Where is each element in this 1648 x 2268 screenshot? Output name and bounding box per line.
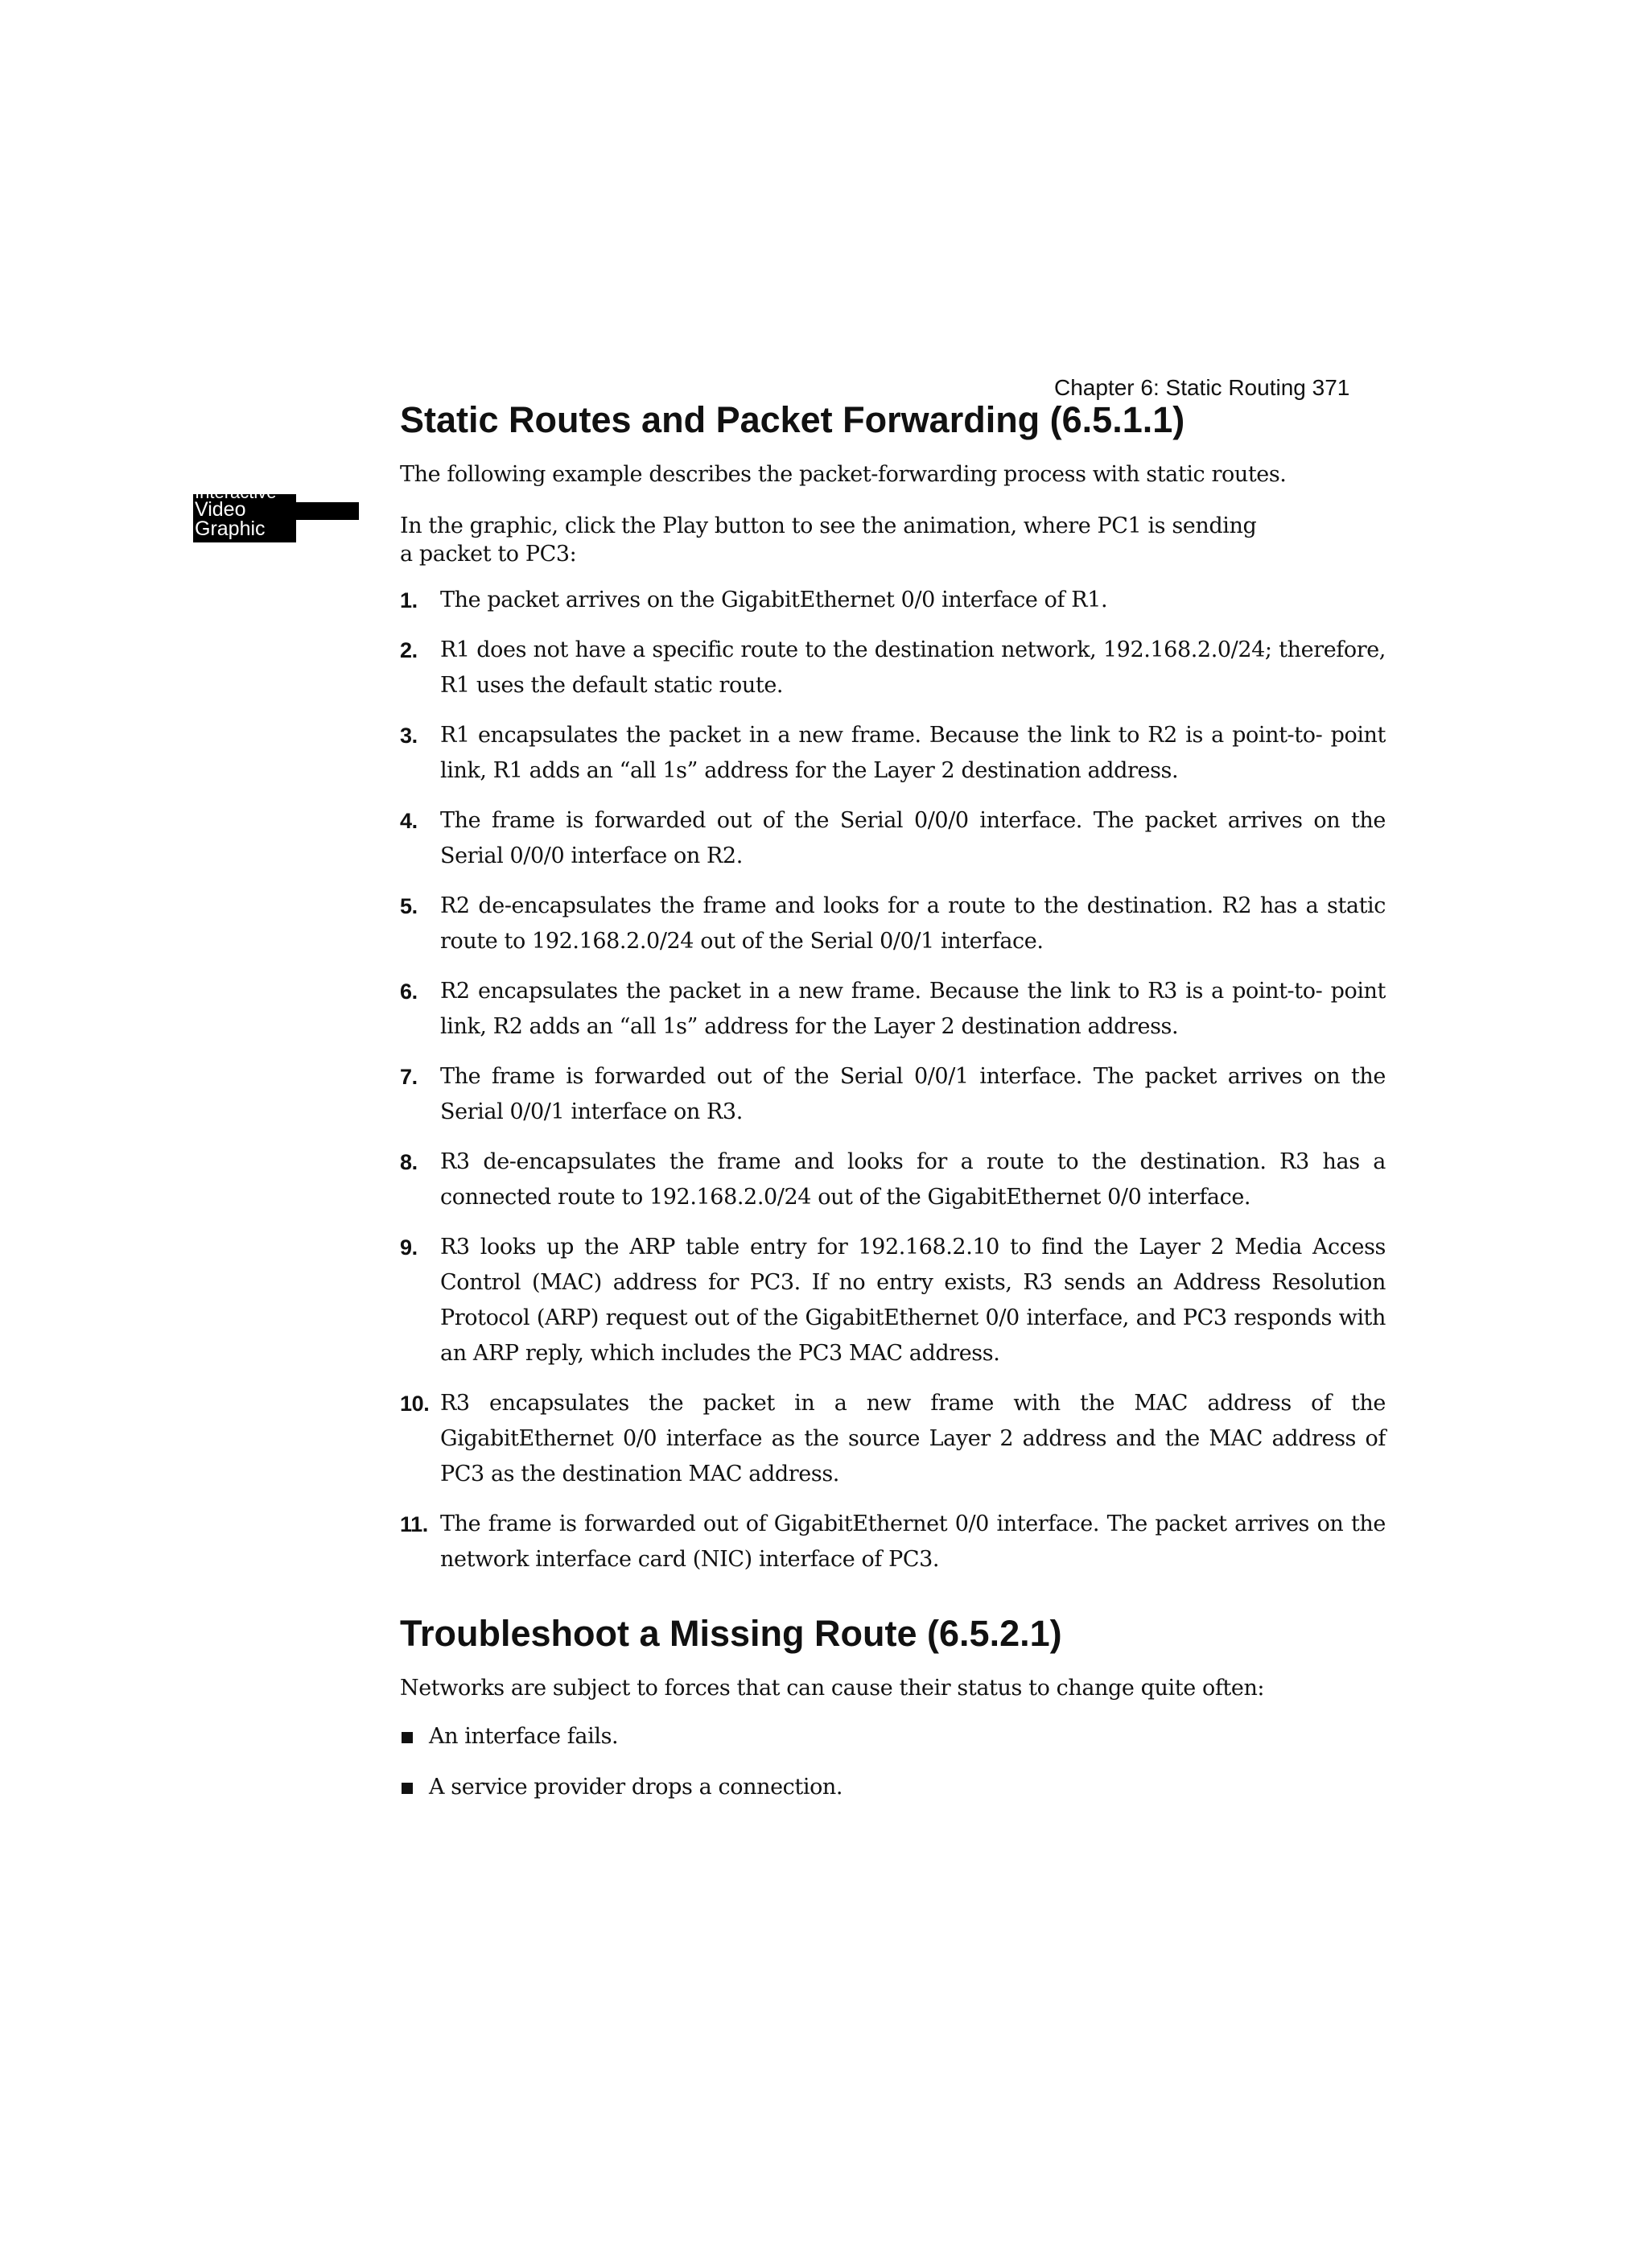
main-content xyxy=(400,398,1386,1825)
list-item xyxy=(400,889,1386,959)
step-number: 10. xyxy=(400,1392,430,1416)
step-text: The frame is forwarded out of the Serial 0/0/0 interface. The packet arrives on the Serial 0/0/0 interface on R2. xyxy=(440,808,1386,868)
icon-top-text: Interactive xyxy=(195,482,277,502)
list-item xyxy=(400,633,1386,703)
step-text: R2 encapsulates the packet in a new frame. Because the link to R3 is a point-to- point link, R2 adds an “all 1s” address for the Layer 2 destination address. xyxy=(440,979,1386,1039)
icon-label-line1: Video xyxy=(195,498,246,521)
step-number: 7. xyxy=(400,1065,418,1089)
section-title-2: Troubleshoot a Missing Route (6.5.2.1) xyxy=(400,1613,1062,1654)
step-number: 6. xyxy=(400,979,418,1004)
step-text: R3 encapsulates the packet in a new frame with the MAC address of the GigabitEthernet 0/0 interface as the source Layer 2 address and the MAC address of PC3 as the destination MAC address. xyxy=(440,1391,1386,1487)
section-title: Static Routes and Packet Forwarding (6.5.1.1) xyxy=(400,399,1185,440)
list-item xyxy=(400,1144,1386,1215)
list-item xyxy=(400,1230,1386,1371)
bullet-text: A service provider drops a connection. xyxy=(429,1775,843,1800)
interactive-graphic-icon[interactable] xyxy=(193,482,359,542)
section2-intro: Networks are subject to forces that can cause their status to change quite often: xyxy=(400,1676,1265,1701)
list-item xyxy=(400,1774,1386,1801)
step-number: 9. xyxy=(400,1235,418,1260)
list-item xyxy=(400,1723,1386,1750)
icon-label-line2: Graphic xyxy=(195,518,266,540)
step-number: 8. xyxy=(400,1150,418,1174)
step-text: R3 de-encapsulates the frame and looks for a route to the destination. R3 has a connected route to 192.168.2.0/24 out of the GigabitEthernet 0/0 interface. xyxy=(440,1149,1386,1210)
step-number: 4. xyxy=(400,809,418,833)
steps-list xyxy=(400,583,1386,1577)
section-intro: The following example describes the packet-forwarding process with static routes. xyxy=(400,462,1287,487)
step-number: 3. xyxy=(400,724,418,748)
list-item xyxy=(400,1386,1386,1492)
bullet-list xyxy=(400,1723,1386,1801)
square-bullet-icon xyxy=(402,1783,413,1794)
step-text: R3 looks up the ARP table entry for 192.168.2.10 to find the Layer 2 Media Access Control (MAC) address for PC3. If no entry exists, R3 sends an Address Resolution Protocol (ARP) request out of the GigabitEthernet 0/0 interface, and PC3 responds with an ARP reply, which includes the PC3 MAC address. xyxy=(440,1235,1386,1366)
step-text: The frame is forwarded out of the Serial 0/0/1 interface. The packet arrives on the Serial 0/0/1 interface on R3. xyxy=(440,1064,1386,1124)
list-item xyxy=(400,974,1386,1045)
list-item xyxy=(400,803,1386,874)
list-item xyxy=(400,718,1386,789)
list-item xyxy=(400,1059,1386,1130)
step-number: 5. xyxy=(400,894,418,918)
icon-label xyxy=(193,482,296,542)
list-item xyxy=(400,583,1386,618)
step-text: R2 de-encapsulates the frame and looks for a route to the destination. R2 has a static route to 192.168.2.0/24 out of the Serial 0/0/1 interface. xyxy=(440,893,1386,954)
square-bullet-icon xyxy=(402,1732,413,1743)
step-number: 11. xyxy=(400,1512,428,1536)
bullet-text: An interface fails. xyxy=(429,1724,619,1749)
step-text: R1 encapsulates the packet in a new frame. Because the link to R2 is a point-to- point link, R1 adds an “all 1s” address for the Layer 2 destination address. xyxy=(440,723,1386,783)
instruction-paragraph: In the graphic, click the Play button to see the animation, where PC1 is sending a packet to PC3: xyxy=(400,513,1257,567)
step-text: The packet arrives on the GigabitEthernet 0/0 interface of R1. xyxy=(440,588,1108,612)
list-item xyxy=(400,1507,1386,1577)
step-number: 1. xyxy=(400,588,418,612)
step-text: R1 does not have a specific route to the destination network, 192.168.2.0/24; therefore, R1 uses the default static route. xyxy=(440,637,1386,698)
running-head: Chapter 6: Static Routing 371 xyxy=(1054,375,1350,400)
step-number: 2. xyxy=(400,638,418,662)
step-text: The frame is forwarded out of GigabitEthernet 0/0 interface. The packet arrives on the network interface card (NIC) interface of PC3. xyxy=(440,1511,1386,1572)
